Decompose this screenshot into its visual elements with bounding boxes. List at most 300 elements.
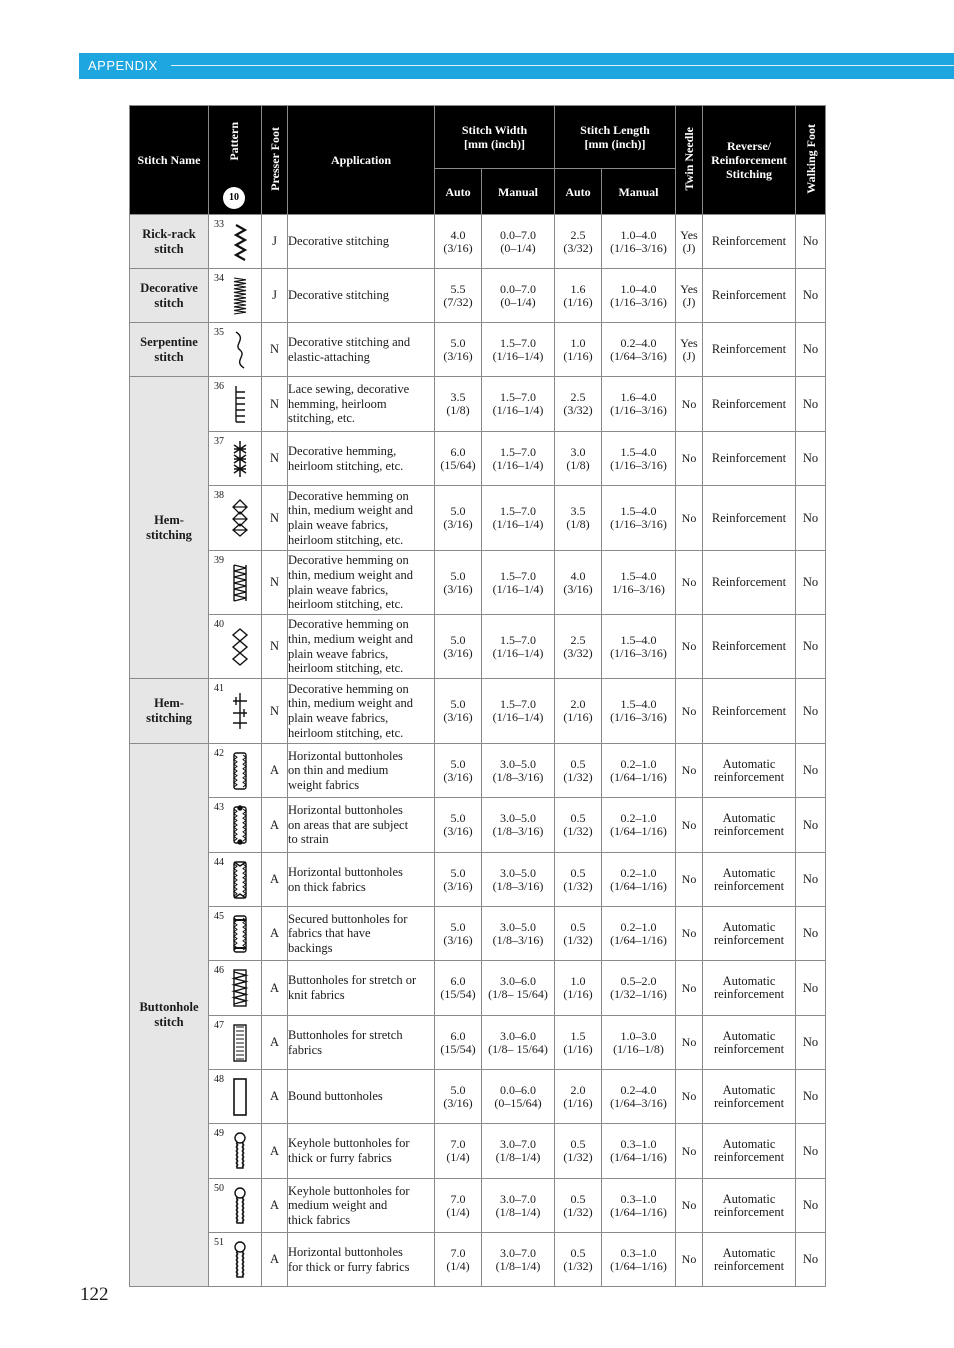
pattern-number: 48 — [214, 1074, 224, 1085]
length-manual — [602, 377, 676, 432]
application — [288, 679, 435, 744]
cell-line: (15/54) — [440, 987, 476, 1001]
reverse-reinforcement — [703, 798, 796, 853]
cell-line: (1/16–1/4) — [492, 517, 544, 531]
twin-needle — [676, 215, 703, 269]
length-manual — [602, 907, 676, 961]
appendix-header-band — [79, 53, 954, 79]
cell-line: 3.0–6.0 — [500, 974, 536, 988]
length-auto — [555, 377, 602, 432]
cell-line: 3.0–7.0 — [500, 1137, 536, 1151]
reverse-reinforcement — [703, 961, 796, 1016]
pattern-number: 34 — [214, 273, 224, 284]
table-row — [130, 961, 826, 1016]
cell-line: 1.5–7.0 — [500, 444, 536, 459]
length-manual — [602, 1233, 676, 1287]
application — [288, 961, 435, 1016]
cell-line: (1/4) — [446, 1150, 470, 1164]
cell-line: on thin and medium — [288, 763, 389, 778]
cell-line: fabrics that have — [288, 926, 371, 941]
cell-line: fabrics — [288, 1042, 323, 1057]
length-auto — [555, 1233, 602, 1287]
length-auto — [555, 853, 602, 907]
cell-line: Yes — [680, 335, 698, 350]
cell-line: No — [681, 703, 697, 718]
cell-line: 1.5–7.0 — [500, 504, 536, 518]
cell-line: 2.5 — [570, 632, 586, 647]
cell-line: (J) — [682, 348, 696, 363]
cell-line: (3/16) — [443, 240, 473, 255]
width-auto — [435, 1179, 482, 1233]
cell-line: 1.5–4.0 — [620, 632, 657, 647]
pattern-number: 35 — [214, 327, 224, 338]
cell-line: 2.5 — [570, 227, 586, 242]
stitch-name: Hem- stitching — [130, 377, 209, 679]
width-manual — [482, 961, 555, 1016]
presser-foot: N — [262, 432, 288, 486]
twin-needle — [676, 1179, 703, 1233]
cell-line: Decorative hemming, — [288, 443, 397, 458]
cell-line: thin, medium weight and — [288, 631, 413, 646]
pattern-number: 38 — [214, 490, 224, 501]
cell-line: stitching, etc. — [288, 411, 355, 426]
presser-foot: A — [262, 1233, 288, 1287]
presser-foot: A — [262, 798, 288, 853]
cell-line: (3/32) — [563, 645, 593, 660]
cell-line: (1/16) — [563, 348, 593, 363]
cell-line: 1.0–4.0 — [620, 281, 657, 296]
cell-line: (3/16) — [443, 878, 473, 893]
cell-line: reinforcement — [713, 1258, 785, 1273]
table-row — [130, 615, 826, 679]
length-manual — [602, 269, 676, 323]
pattern-cell — [209, 1016, 262, 1070]
cell-line: Automatic — [722, 1191, 776, 1206]
cell-line: (1/64–3/16) — [610, 348, 667, 363]
stitch-name: Rick-rack stitch — [130, 215, 209, 269]
cell-line: medium weight and — [288, 1198, 388, 1213]
cell-line: (1/8–3/16) — [492, 932, 544, 947]
walking-foot: No — [796, 1016, 826, 1070]
cell-line: Decorative hemming on — [288, 553, 409, 568]
cell-line: (3/16) — [563, 581, 593, 596]
cell-line: Automatic — [722, 756, 776, 771]
cell-line: Reinforcement — [711, 288, 787, 302]
application — [288, 798, 435, 853]
cell-line: 1.5–4.0 — [620, 568, 657, 583]
cell-line: (1/16–3/16) — [610, 457, 667, 472]
cell-line: No — [681, 1143, 697, 1158]
cell-line: (1/16–1/4) — [492, 348, 544, 363]
cell-line: elastic-attaching — [288, 349, 370, 364]
cell-line: (1/8–1/4) — [495, 1204, 541, 1219]
cell-line: Decorative stitching and — [288, 334, 411, 349]
length-auto — [555, 679, 602, 744]
cell-line: Reinforcement — [711, 234, 787, 248]
pattern-cell — [209, 486, 262, 551]
cell-line: plain weave fabrics, — [288, 711, 389, 725]
cell-line: 4.0 — [570, 568, 586, 583]
cell-line: 5.0 — [450, 1082, 466, 1097]
twin-needle — [676, 551, 703, 615]
cell-line: 3.5 — [450, 390, 466, 404]
col-presser-foot: Presser Foot — [262, 106, 288, 215]
cell-line: (1/8) — [566, 517, 590, 531]
cell-line: 3.0–5.0 — [500, 865, 536, 880]
cell-line: 3.0–5.0 — [500, 756, 536, 771]
cell-line: 5.0 — [450, 632, 466, 647]
walking-foot: No — [796, 215, 826, 269]
presser-foot: A — [262, 961, 288, 1016]
twin-needle — [676, 1016, 703, 1070]
cell-line: (1/16–1/4) — [492, 581, 544, 596]
length-auto — [555, 269, 602, 323]
cell-line: (1/64–1/16) — [610, 1258, 667, 1273]
col-width-manual: Manual — [482, 169, 555, 215]
cell-line: (0–1/4) — [500, 294, 536, 309]
cell-line: Automatic — [722, 919, 776, 934]
table-row — [130, 907, 826, 961]
reverse-reinforcement — [703, 551, 796, 615]
width-auto — [435, 798, 482, 853]
cell-line: 7.0 — [450, 1191, 466, 1206]
cell-line: (3/32) — [563, 403, 593, 417]
cell-line: (1/32) — [563, 932, 593, 947]
header-rule — [171, 65, 954, 66]
length-manual — [602, 744, 676, 798]
length-auto — [555, 323, 602, 377]
cell-line: 0.5 — [570, 1137, 586, 1151]
cell-line: (1/64–1/16) — [610, 932, 667, 947]
cell-line: 0.2–4.0 — [620, 1082, 657, 1097]
walking-foot: No — [796, 907, 826, 961]
cell-line: reinforcement — [713, 769, 785, 784]
cell-line: 7.0 — [450, 1137, 466, 1151]
walking-foot: No — [796, 961, 826, 1016]
twin-needle — [676, 1233, 703, 1287]
col-walking-foot: Walking Foot — [796, 106, 826, 215]
cell-line: knit fabrics — [288, 988, 345, 1002]
width-manual — [482, 744, 555, 798]
presser-foot: J — [262, 215, 288, 269]
application — [288, 269, 435, 323]
presser-foot: N — [262, 377, 288, 432]
length-manual — [602, 1016, 676, 1070]
cell-line: (1/16–3/16) — [610, 517, 667, 531]
cell-line: No — [681, 575, 697, 589]
cell-line: No — [681, 980, 697, 995]
reverse-reinforcement — [703, 486, 796, 551]
stitch-name: Hem- stitching — [130, 679, 209, 744]
walking-foot: No — [796, 1070, 826, 1124]
col-pattern-label: Pattern — [227, 122, 241, 161]
presser-foot: N — [262, 323, 288, 377]
cell-line: Decorative stitching — [288, 234, 390, 249]
length-auto — [555, 744, 602, 798]
width-auto — [435, 269, 482, 323]
twin-needle — [676, 323, 703, 377]
cell-line: Automatic — [722, 1245, 776, 1260]
cell-line: 3.0–6.0 — [500, 1028, 536, 1043]
cell-line: 5.0 — [450, 697, 466, 711]
walking-foot: No — [796, 269, 826, 323]
cell-line: 0.5 — [570, 1191, 586, 1206]
cell-line: 1.0–3.0 — [620, 1028, 657, 1043]
cell-line: (3/16) — [443, 769, 473, 784]
presser-foot: A — [262, 1070, 288, 1124]
cell-line: (1/8– 15/64) — [488, 1041, 548, 1056]
cell-line: 1.5–4.0 — [620, 444, 657, 459]
length-auto — [555, 551, 602, 615]
table-row — [130, 377, 826, 432]
cell-line: (1/64–1/16) — [610, 769, 667, 784]
cell-line: No — [681, 639, 697, 653]
cell-line: (1/64–1/16) — [610, 1150, 667, 1164]
pattern-number: 42 — [214, 748, 224, 759]
width-auto — [435, 961, 482, 1016]
twin-needle — [676, 798, 703, 853]
cell-line: (7/32) — [443, 294, 473, 309]
cell-line: (1/32) — [563, 1150, 593, 1164]
cell-line: 6.0 — [450, 974, 466, 988]
col-length-auto: Auto — [555, 169, 602, 215]
walking-foot: No — [796, 853, 826, 907]
pattern-cell — [209, 1124, 262, 1179]
width-manual — [482, 215, 555, 269]
cell-line: Automatic — [722, 974, 776, 988]
twin-needle — [676, 679, 703, 744]
cell-line: (1/16–1/8) — [613, 1041, 664, 1056]
width-auto — [435, 679, 482, 744]
cell-line: Lace sewing, decorative — [288, 382, 410, 397]
cell-line: (1/8–3/16) — [492, 878, 544, 893]
application — [288, 1016, 435, 1070]
col-length-manual: Manual — [602, 169, 676, 215]
reverse-reinforcement — [703, 1179, 796, 1233]
cell-line: Decorative hemming on — [288, 681, 409, 696]
table-row — [130, 679, 826, 744]
walking-foot: No — [796, 615, 826, 679]
twin-needle — [676, 269, 703, 323]
reverse-reinforcement — [703, 1070, 796, 1124]
application — [288, 744, 435, 798]
reverse-reinforcement — [703, 432, 796, 486]
width-auto — [435, 1016, 482, 1070]
cell-line: (15/64) — [440, 457, 476, 472]
walking-foot: No — [796, 1124, 826, 1179]
cell-line: reinforcement — [713, 824, 785, 838]
cell-line: heirloom stitching, etc. — [288, 661, 404, 676]
cell-line: (1/8) — [446, 403, 470, 417]
width-manual — [482, 1233, 555, 1287]
cell-line: (J) — [682, 294, 696, 309]
col-reverse-reinforcement: Reverse/ Reinforcement Stitching — [703, 106, 796, 215]
cell-line: No — [681, 1198, 697, 1212]
cell-line: 2.5 — [570, 390, 586, 404]
length-manual — [602, 551, 676, 615]
stitch-name: Decorative stitch — [130, 269, 209, 323]
cell-line: 1.5–7.0 — [500, 632, 536, 647]
cell-line: (1/16–1/4) — [492, 645, 544, 660]
twin-needle — [676, 744, 703, 798]
pattern-number: 44 — [214, 857, 224, 868]
cell-line: No — [681, 1035, 697, 1049]
table-row — [130, 323, 826, 377]
table-body — [130, 215, 826, 1287]
cell-line: 5.0 — [450, 865, 466, 880]
pattern-cell — [209, 798, 262, 853]
cell-line: No — [681, 872, 697, 886]
cell-line: (1/32) — [563, 769, 593, 784]
reverse-reinforcement — [703, 215, 796, 269]
presser-foot: N — [262, 615, 288, 679]
reverse-reinforcement — [703, 615, 796, 679]
application — [288, 432, 435, 486]
cell-line: Keyhole buttonholes for — [288, 1183, 410, 1198]
cell-line: Reinforcement — [711, 451, 787, 465]
walking-foot: No — [796, 551, 826, 615]
cell-line: 1.5–7.0 — [500, 335, 536, 350]
pattern-cell — [209, 551, 262, 615]
length-manual — [602, 432, 676, 486]
cell-line: plain weave fabrics, — [288, 582, 389, 597]
pattern-number: 50 — [214, 1183, 224, 1194]
length-auto — [555, 615, 602, 679]
application — [288, 907, 435, 961]
cell-line: 1.5–4.0 — [620, 504, 657, 518]
table-row — [130, 1070, 826, 1124]
cell-line: reinforcement — [713, 932, 785, 947]
width-auto — [435, 1070, 482, 1124]
length-auto — [555, 1124, 602, 1179]
table-row — [130, 1179, 826, 1233]
cell-line: Automatic — [722, 1028, 776, 1043]
cell-line: (1/8–1/4) — [495, 1258, 541, 1273]
cell-line: (15/54) — [440, 1041, 476, 1056]
length-auto — [555, 798, 602, 853]
width-manual — [482, 1016, 555, 1070]
cell-line: (1/4) — [446, 1258, 470, 1273]
width-manual — [482, 907, 555, 961]
cell-line: (1/16–3/16) — [610, 403, 667, 417]
cell-line: 4.0 — [450, 227, 466, 242]
reverse-reinforcement — [703, 744, 796, 798]
cell-line: (1/16) — [563, 710, 593, 724]
pattern-number: 49 — [214, 1128, 224, 1139]
stitch-name: Buttonhole stitch — [130, 744, 209, 1287]
cell-line: (1/16–3/16) — [610, 240, 667, 255]
cell-line: 1.6–4.0 — [620, 390, 657, 404]
cell-line: 0.0–6.0 — [500, 1082, 536, 1097]
width-auto — [435, 907, 482, 961]
cell-line: 1.5–7.0 — [500, 390, 536, 404]
cell-line: heirloom stitching, etc. — [288, 597, 404, 612]
table-row — [130, 1233, 826, 1287]
presser-foot: N — [262, 486, 288, 551]
cell-line: 0.3–1.0 — [620, 1191, 657, 1206]
walking-foot: No — [796, 486, 826, 551]
width-manual — [482, 1124, 555, 1179]
reverse-reinforcement — [703, 1016, 796, 1070]
cell-line: (J) — [682, 240, 696, 255]
reverse-reinforcement — [703, 679, 796, 744]
cell-line: reinforcement — [713, 1204, 785, 1219]
cell-line: 7.0 — [450, 1245, 466, 1260]
width-manual — [482, 432, 555, 486]
cell-line: (1/16) — [563, 987, 593, 1001]
cell-line: 3.0–7.0 — [500, 1191, 536, 1206]
cell-line: plain weave fabrics, — [288, 518, 389, 532]
walking-foot: No — [796, 679, 826, 744]
application — [288, 377, 435, 432]
application — [288, 215, 435, 269]
cell-line: Secured buttonholes for — [288, 911, 408, 926]
cell-line: (1/32) — [563, 1258, 593, 1273]
length-manual — [602, 323, 676, 377]
pattern-selector-icon: 10 — [223, 187, 245, 209]
cell-line: plain weave fabrics, — [288, 646, 389, 661]
cell-line: 1.5 — [570, 1028, 586, 1043]
twin-needle — [676, 1124, 703, 1179]
cell-line: Reinforcement — [711, 342, 787, 356]
length-manual — [602, 679, 676, 744]
presser-foot: A — [262, 853, 288, 907]
table-row — [130, 853, 826, 907]
cell-line: reinforcement — [713, 987, 785, 1001]
pattern-cell — [209, 615, 262, 679]
application — [288, 486, 435, 551]
cell-line: 1/16–3/16) — [612, 581, 665, 596]
cell-line: Automatic — [722, 1082, 776, 1097]
length-auto — [555, 432, 602, 486]
cell-line: 0.5 — [570, 811, 586, 825]
cell-line: (1/64–3/16) — [610, 1095, 667, 1110]
cell-line: thick fabrics — [288, 1212, 351, 1227]
cell-line: 3.0–5.0 — [500, 919, 536, 934]
cell-line: thin, medium weight and — [288, 567, 413, 582]
cell-line: (1/32) — [563, 1204, 593, 1219]
cell-line: Horizontal buttonholes — [288, 748, 403, 763]
width-auto — [435, 551, 482, 615]
walking-foot: No — [796, 377, 826, 432]
cell-line: weight fabrics — [288, 777, 360, 792]
col-stitch-length: Stitch Length [mm (inch)] — [555, 106, 676, 169]
cell-line: 0.2–1.0 — [620, 756, 657, 771]
cell-line: (3/16) — [443, 1095, 473, 1110]
pattern-cell — [209, 1070, 262, 1124]
width-auto — [435, 853, 482, 907]
table-row — [130, 1016, 826, 1070]
walking-foot: No — [796, 432, 826, 486]
pattern-cell — [209, 432, 262, 486]
cell-line: (3/16) — [443, 581, 473, 596]
cell-line: 1.5–7.0 — [500, 697, 536, 711]
length-manual — [602, 1070, 676, 1124]
walking-foot: No — [796, 323, 826, 377]
twin-needle — [676, 1070, 703, 1124]
cell-line: 1.0 — [570, 335, 586, 350]
pattern-number: 40 — [214, 619, 224, 630]
twin-needle — [676, 853, 703, 907]
width-manual — [482, 853, 555, 907]
cell-line: 5.0 — [450, 811, 466, 825]
cell-line: Decorative hemming on — [288, 617, 409, 632]
cell-line: (1/16–3/16) — [610, 645, 667, 660]
reverse-reinforcement — [703, 1124, 796, 1179]
presser-foot: A — [262, 1016, 288, 1070]
width-auto — [435, 615, 482, 679]
pattern-number: 39 — [214, 555, 224, 566]
